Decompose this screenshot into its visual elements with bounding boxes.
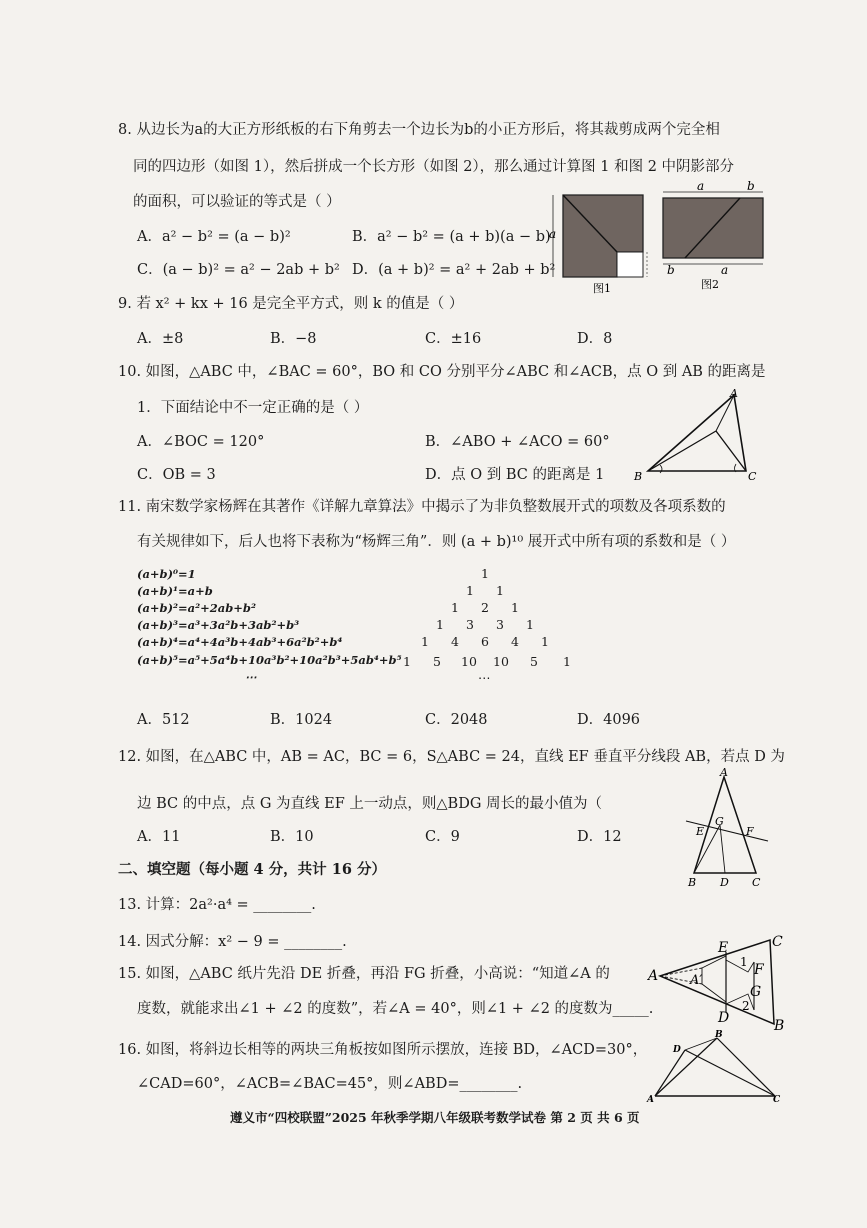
q10-option-d[interactable]: D．点 O 到 BC 的距离是 1	[425, 467, 605, 483]
q16-label-a: A	[647, 1095, 654, 1105]
triangle-cell: 3	[496, 617, 504, 632]
q8-fig1-label-a: a	[549, 227, 557, 241]
triangle-cell: 1	[421, 634, 429, 649]
triangle-cell: 1	[481, 566, 489, 581]
triangle-cell: 1	[436, 617, 444, 632]
q15-label-1: 1	[740, 955, 748, 969]
q8-fig1-caption: 图1	[593, 282, 611, 295]
q9-option-d[interactable]: D．8	[577, 331, 613, 347]
triangle-cell: 1	[403, 654, 411, 669]
expansion-row-2: (a+b)²=a²+2ab+b²	[137, 601, 257, 615]
expansion-row-1: (a+b)¹=a+b	[137, 584, 213, 598]
triangle-cell: 2	[481, 600, 489, 615]
section2-title: 二、填空题（每小题 4 分，共计 16 分）	[118, 861, 386, 878]
triangle-cell: 10	[461, 654, 477, 669]
q11-option-a[interactable]: A．512	[137, 712, 190, 728]
q11-line2: 有关规律如下，后人也将下表称为“杨辉三角”．则 (a + b)¹⁰ 展开式中所有项的系数和是（ ）	[137, 534, 736, 550]
triangle-cell: 1	[466, 583, 474, 598]
q8-fig2-caption: 图2	[701, 278, 719, 291]
q16-label-c: C	[773, 1095, 781, 1105]
q11-option-c[interactable]: C．2048	[425, 712, 488, 728]
q11-line1: 11. 南宋数学家杨辉在其著作《详解九章算法》中揭示了为非负整数展开式的项数及各项系数的	[118, 499, 726, 515]
q10-line1: 10. 如图，△ABC 中，∠BAC = 60°，BO 和 CO 分别平分∠ABC 和∠ACB，点 O 到 AB 的距离是	[118, 364, 766, 380]
triangle-ellipsis: ⋯	[478, 670, 491, 685]
q12-option-a[interactable]: A．11	[137, 829, 181, 845]
q9-option-b[interactable]: B．−8	[270, 331, 317, 347]
q12-option-b[interactable]: B．10	[270, 829, 314, 845]
q15-fold-figure	[646, 932, 786, 1032]
q16-triangles-figure	[645, 1030, 785, 1108]
q10-option-c[interactable]: C．OB = 3	[137, 467, 216, 483]
q9-stem: 9. 若 x² + kx + 16 是完全平方式，则 k 的值是（ ）	[118, 296, 464, 312]
q14-stem: 14. 因式分解：x² − 9 = ________.	[118, 934, 347, 950]
q12-line2: 边 BC 的中点，点 G 为直线 EF 上一动点，则△BDG 周长的最小值为（	[137, 796, 603, 812]
triangle-cell: 6	[481, 634, 489, 649]
q8-fig2-label-b-bottom: b	[667, 263, 675, 277]
q8-figure-2	[655, 180, 770, 292]
q8-line1: 8. 从边长为a的大正方形纸板的右下角剪去一个边长为b的小正方形后，将其裁剪成两个完全相	[118, 122, 720, 138]
q15-label-e: E	[718, 940, 729, 956]
q10-label-b: B	[634, 470, 643, 483]
q10-label-c: C	[748, 470, 757, 483]
q8-option-a[interactable]: A．a² − b² = (a − b)²	[137, 229, 291, 245]
triangle-cell: 1	[511, 600, 519, 615]
q8-option-c[interactable]: C．(a − b)² = a² − 2ab + b²	[137, 262, 340, 278]
triangle-cell: 1	[563, 654, 571, 669]
q8-line2: 同的四边形（如图 1），然后拼成一个长方形（如图 2），那么通过计算图 1 和图 2 中阴影部分	[133, 159, 735, 175]
triangle-cell: 5	[530, 654, 538, 669]
triangle-cell: 1	[496, 583, 504, 598]
q15-label-b: B	[774, 1018, 785, 1032]
expansion-row-3: (a+b)³=a³+3a²b+3ab²+b³	[137, 618, 300, 632]
triangle-cell: 10	[493, 654, 509, 669]
triangle-cell: 5	[433, 654, 441, 669]
q15-label-f: F	[754, 962, 764, 978]
q12-label-b: B	[688, 876, 697, 889]
q12-label-e: E	[696, 825, 705, 838]
q15-label-d: D	[718, 1010, 730, 1026]
q12-line1: 12. 如图，在△ABC 中，AB = AC，BC = 6，S△ABC = 24，直线 EF 垂直平分线段 AB，若点 D 为	[118, 749, 785, 765]
q12-option-c[interactable]: C．9	[425, 829, 460, 845]
q16-line2: ∠CAD=60°，∠ACB=∠BAC=45°，则∠ABD=________.	[137, 1076, 523, 1092]
q12-label-a: A	[720, 766, 728, 779]
expansion-row-5: (a+b)⁵=a⁵+5a⁴b+10a³b²+10a²b³+5ab⁴+b⁵	[137, 653, 402, 667]
q10-option-a[interactable]: A．∠BOC = 120°	[137, 434, 265, 450]
q16-line1: 16. 如图，将斜边长相等的两块三角板按如图所示摆放，连接 BD，∠ACD=30°，	[118, 1042, 648, 1058]
expansion-row-0: (a+b)⁰=1	[137, 567, 196, 581]
q13-stem: 13. 计算：2a²·a⁴ = ________.	[118, 897, 316, 913]
q10-option-b[interactable]: B．∠ABO + ∠ACO = 60°	[425, 434, 610, 450]
q12-label-d: D	[720, 876, 729, 889]
q16-label-d: D	[673, 1045, 681, 1055]
page-footer: 遵义市“四校联盟”2025 年秋季学期八年级联考数学试卷 第 2 页 共 6 页	[230, 1110, 640, 1125]
q8-option-b[interactable]: B．a² − b² = (a + b)(a − b)	[352, 229, 551, 245]
q10-line2: 1．下面结论中不一定正确的是（ ）	[137, 400, 369, 416]
q16-label-b: B	[715, 1030, 723, 1040]
q9-option-c[interactable]: C．±16	[425, 331, 482, 347]
triangle-cell: 1	[541, 634, 549, 649]
q12-label-c: C	[752, 876, 761, 889]
q15-label-a: A	[648, 968, 659, 984]
q8-fig2-label-a-bottom: a	[721, 263, 729, 277]
q8-line3: 的面积，可以验证的等式是（ ）	[133, 194, 341, 210]
triangle-cell: 3	[466, 617, 474, 632]
q15-label-c: C	[772, 934, 783, 950]
q8-option-d[interactable]: D．(a + b)² = a² + 2ab + b²	[352, 262, 556, 278]
q10-label-a: A	[730, 387, 738, 400]
q12-label-g: G	[715, 815, 724, 828]
q11-option-b[interactable]: B．1024	[270, 712, 333, 728]
q12-option-d[interactable]: D．12	[577, 829, 622, 845]
triangle-cell: 1	[451, 600, 459, 615]
q9-option-a[interactable]: A．±8	[137, 331, 184, 347]
q15-label-2: 2	[742, 999, 750, 1013]
triangle-cell: 1	[526, 617, 534, 632]
q8-fig2-label-b-top: b	[747, 180, 755, 193]
q8-figure-1	[547, 190, 657, 295]
expansion-ellipsis: ⋯	[245, 670, 257, 684]
q8-fig2-label-a-top: a	[697, 180, 705, 193]
q12-triangle-figure	[680, 765, 775, 890]
q15-line1: 15. 如图，△ABC 纸片先沿 DE 折叠，再沿 FG 折叠，小高说：“知道∠A 的	[118, 966, 610, 982]
triangle-cell: 4	[511, 634, 519, 649]
q12-label-f: F	[746, 825, 754, 838]
expansion-row-4: (a+b)⁴=a⁴+4a³b+4ab³+6a²b²+b⁴	[137, 635, 343, 649]
q11-option-d[interactable]: D．4096	[577, 712, 641, 728]
q10-triangle-figure	[630, 385, 775, 485]
q15-label-a-prime: A′	[690, 973, 703, 988]
q15-line2: 度数，就能求出∠1 + ∠2 的度数”，若∠A = 40°，则∠1 + ∠2 的度数为_____.	[137, 1001, 654, 1017]
q15-label-g: G	[750, 984, 762, 1000]
triangle-cell: 4	[451, 634, 459, 649]
